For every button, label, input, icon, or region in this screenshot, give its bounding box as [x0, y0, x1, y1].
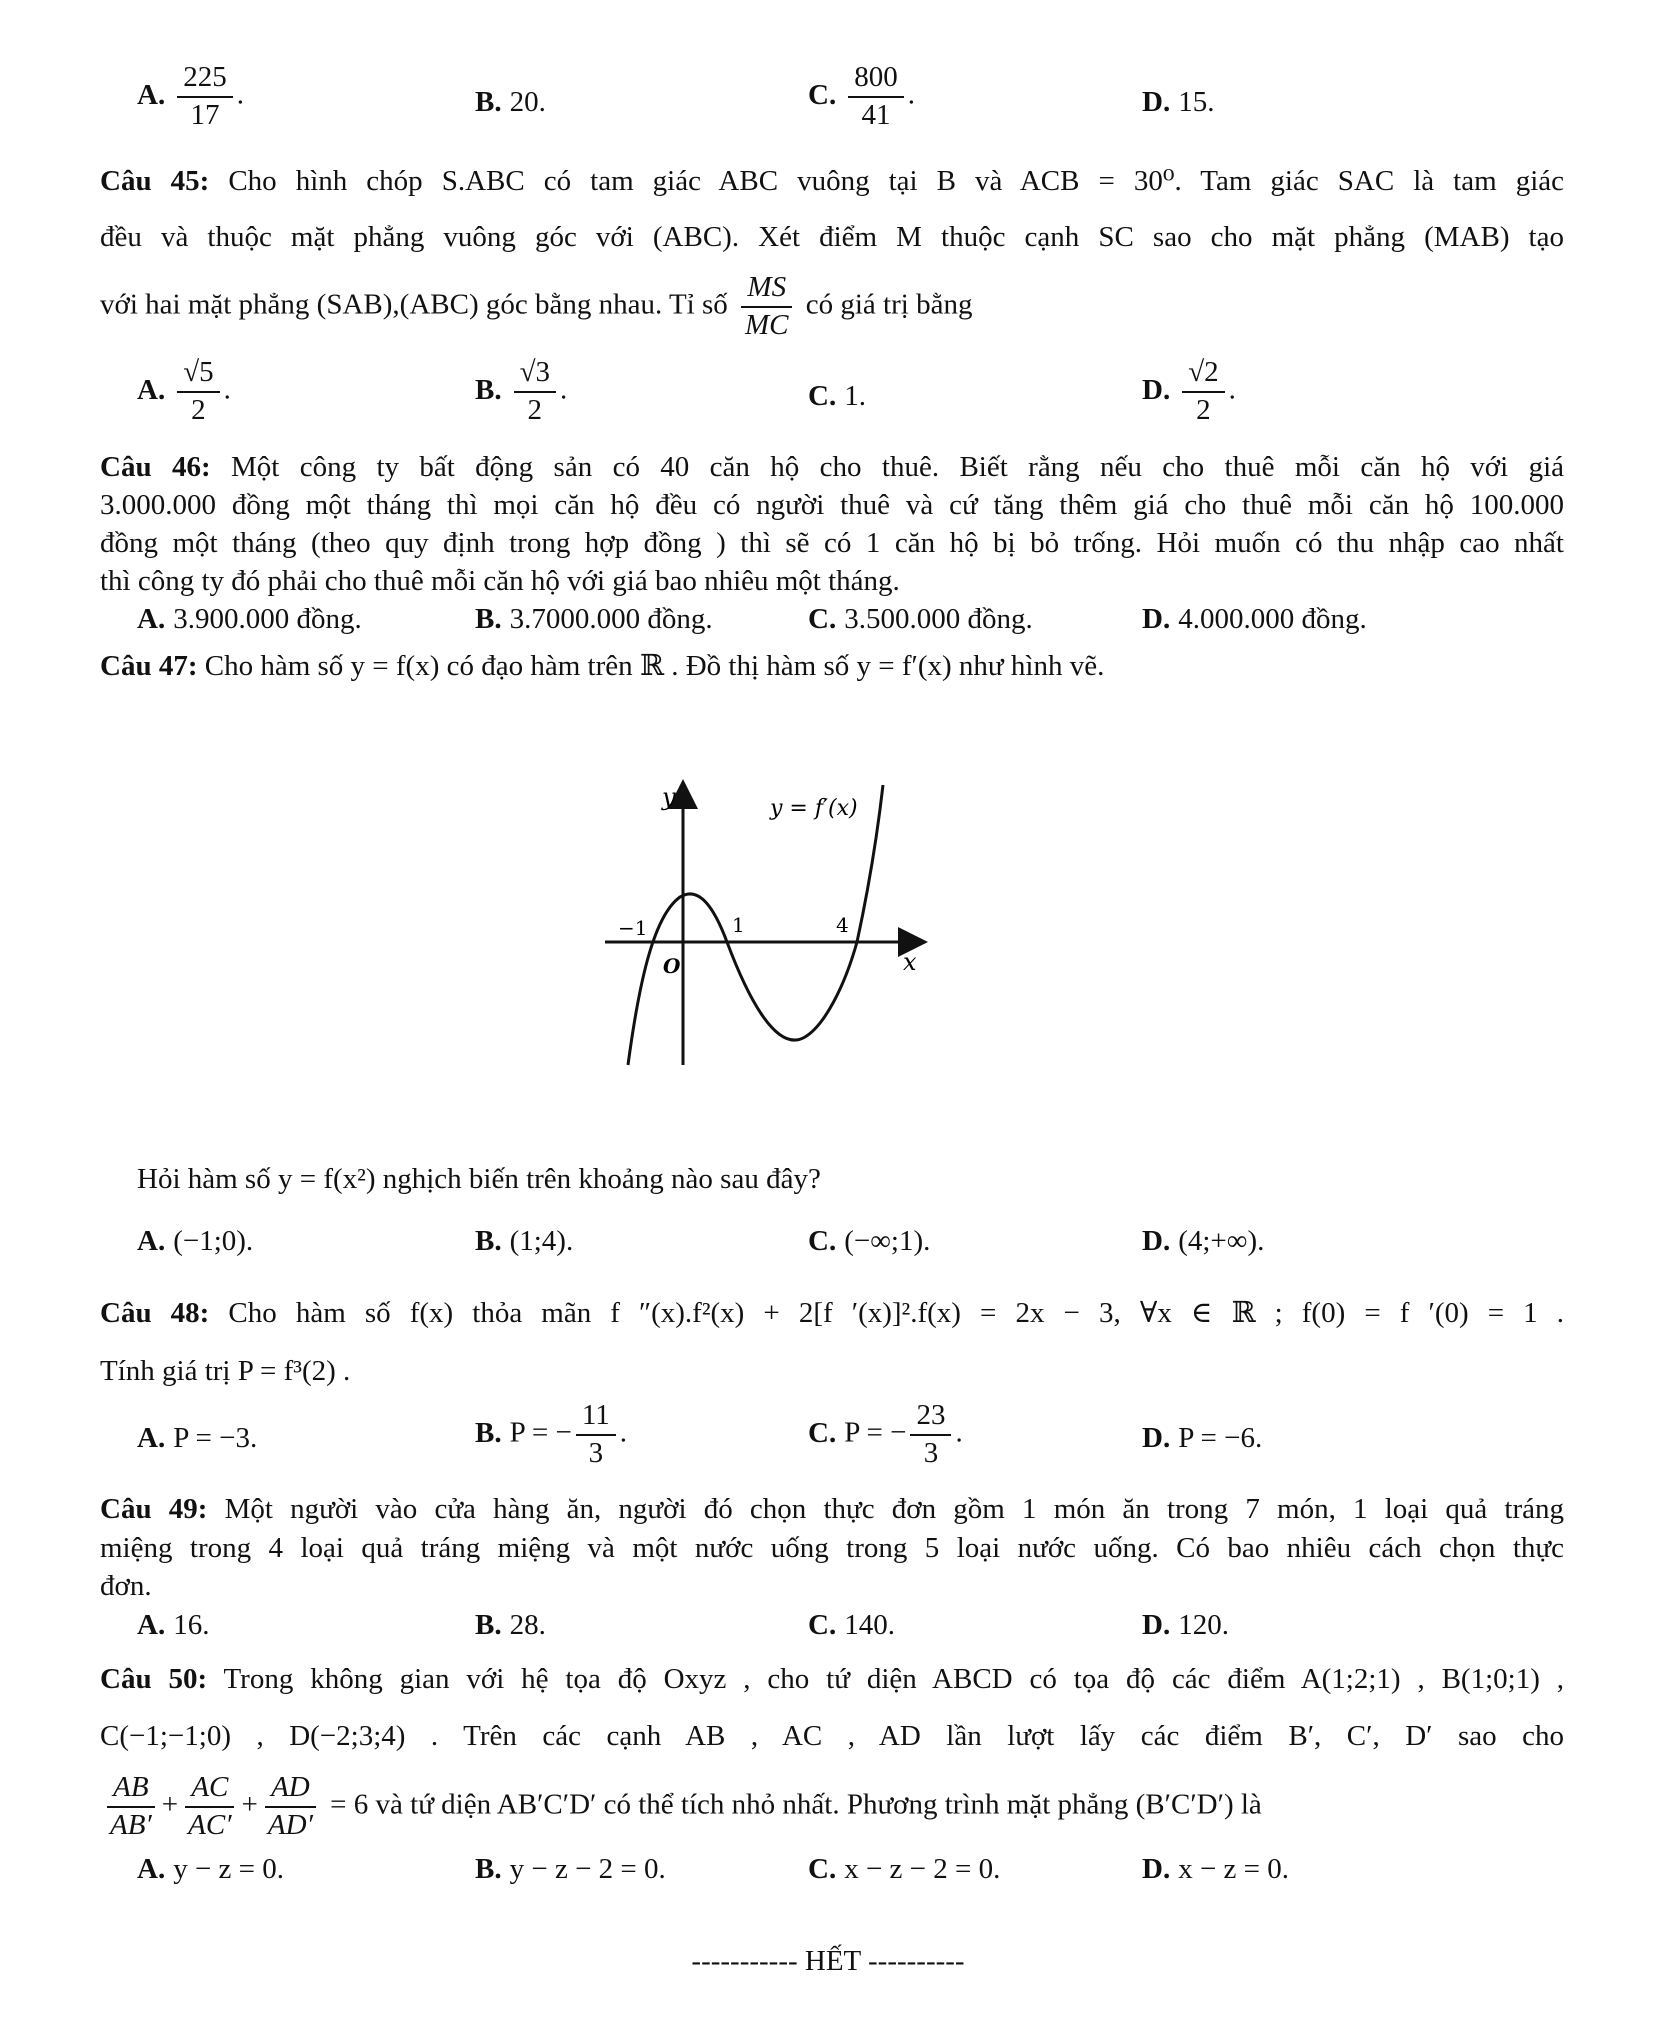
q49-option-d: D. 120.: [1142, 1609, 1229, 1641]
q46-option-d: D. 4.000.000 đồng.: [1142, 603, 1367, 635]
q46-line-1: Câu 46: Một công ty bất động sản có 40 căn hộ cho thuê. Biết rằng nếu cho thuê mỗi căn hộ với giá: [100, 451, 1565, 483]
q46-line-4: thì công ty đó phải cho thuê mỗi căn hộ với giá bao nhiêu một tháng.: [100, 565, 900, 597]
derivative-graph: [600, 775, 930, 1075]
q48-option-b: B. P = − $\frac{11}{3}$ .: [475, 1399, 628, 1469]
q48-option-c: C. P = − $\frac{23}{3}$ .: [808, 1399, 963, 1469]
q47-option-b: B. (1;4).: [475, 1225, 574, 1257]
tick-1: 1: [732, 913, 745, 937]
q46-option-b: B. 3.7000.000 đồng.: [475, 603, 713, 635]
q46-line-2: 3.000.000 đồng một tháng thì mọi căn hộ đều có người thuê và cứ tăng thêm giá cho thuê mỗi căn hộ 100.000: [100, 489, 1564, 521]
q44-option-d: D. 15.: [1142, 86, 1215, 118]
y-axis-label: y: [662, 783, 676, 811]
fraction: $\frac{23}{3}$: [910, 1400, 951, 1470]
q46-option-c: C. 3.500.000 đồng.: [808, 603, 1033, 635]
q47-option-a: A. (−1;0).: [137, 1225, 254, 1257]
q50-option-a: A. y − z = 0.: [137, 1853, 285, 1885]
fraction: $\frac{√5}{2}$: [177, 357, 219, 427]
q45-option-d: D. $\frac{√2}{2}$ .: [1142, 356, 1236, 426]
q45-line-2: đều và thuộc mặt phẳng vuông góc với (ABC). Xét điểm M thuộc cạnh SC sao cho mặt phẳng (MAB) tạo: [100, 221, 1564, 253]
q47-line-2: Hỏi hàm số y = f(x²) nghịch biến trên khoảng nào sau đây?: [137, 1163, 821, 1195]
q44-option-a: A. $\frac{225}{17}$ .: [137, 61, 244, 131]
q47-option-d: D. (4;+∞).: [1142, 1225, 1265, 1257]
q48-option-d: D. P = −6.: [1142, 1422, 1263, 1454]
q45-option-b: B. $\frac{√3}{2}$ .: [475, 356, 568, 426]
q48-option-a: A. P = −3.: [137, 1422, 258, 1454]
q45-option-a: A. $\frac{√5}{2}$ .: [137, 356, 231, 426]
fraction: $\frac{MS}{MC}$: [739, 272, 795, 342]
origin-label: O: [663, 954, 681, 978]
q49-option-c: C. 140.: [808, 1609, 895, 1641]
q49-option-a: A. 16.: [137, 1609, 210, 1641]
q50-option-c: C. x − z − 2 = 0.: [808, 1853, 1001, 1885]
x-axis-label: x: [903, 948, 917, 976]
q45-line-1: Câu 45: Cho hình chóp S.ABC có tam giác ABC vuông tại B và ACB = 30⁰. Tam giác SAC là tam giác: [100, 165, 1564, 197]
fraction: $\frac{AB}{AB'}$: [104, 1772, 158, 1842]
q47-option-c: C. (−∞;1).: [808, 1225, 931, 1257]
q45-option-c: C. 1.: [808, 380, 866, 412]
q50-option-b: B. y − z − 2 = 0.: [475, 1853, 666, 1885]
q50-line-1: Câu 50: Trong không gian với hệ tọa độ Oxyz , cho tứ diện ABCD có tọa độ các điểm A(1;2;1) , B(1;0;1) ,: [100, 1663, 1564, 1695]
curve-label: y = f′(x): [770, 796, 858, 821]
q49-line-1: Câu 49: Một người vào cửa hàng ăn, người đó chọn thực đơn gồm 1 món ăn trong 7 món, 1 loại quả tráng: [100, 1493, 1564, 1525]
q46-line-3: đồng một tháng (theo quy định trong hợp đồng ) thì sẽ có 1 căn hộ bị bỏ trống. Hỏi muốn có thu nhập cao nhất: [100, 527, 1564, 559]
end-marker: ----------- HẾT ----------: [691, 1945, 965, 1977]
fraction: $\frac{225}{17}$: [177, 62, 233, 132]
fraction: $\frac{√3}{2}$: [514, 357, 556, 427]
q45-line-3: với hai mặt phẳng (SAB),(ABC) góc bằng nhau. Tỉ số $\frac{MS}{MC}$ có giá trị bằng: [100, 271, 973, 341]
tick-4: 4: [836, 913, 849, 937]
q50-line-3: $\frac{AB}{AB'}$ + $\frac{AC}{AC'}$ + $\frac{AD}{AD'}$ = 6 và tứ diện AB′C′D′ có thể tích nhỏ nhất. Phương trình mặt phẳng (B′C′D′) là: [100, 1772, 1262, 1842]
q48-line-2: Tính giá trị P = f³(2) .: [100, 1355, 351, 1387]
q46-option-a: A. 3.900.000 đồng.: [137, 603, 362, 635]
q47-line-1: Câu 47: Cho hàm số y = f(x) có đạo hàm trên ℝ . Đồ thị hàm số y = f′(x) như hình vẽ.: [100, 650, 1105, 682]
tick-minus-1: −1: [618, 916, 648, 940]
fraction: $\frac{√2}{2}$: [1182, 357, 1224, 427]
fraction: $\frac{AD}{AD'}$: [262, 1772, 319, 1842]
q50-option-d: D. x − z = 0.: [1142, 1853, 1290, 1885]
fraction: $\frac{11}{3}$: [576, 1400, 616, 1470]
fraction: $\frac{800}{41}$: [848, 62, 904, 132]
q49-line-3: đơn.: [100, 1570, 152, 1602]
q49-line-2: miệng trong 4 loại quả tráng miệng và một nước uống trong 5 loại nước uống. Có bao nhiêu cách chọn thực: [100, 1532, 1564, 1564]
q44-option-c: C. $\frac{800}{41}$ .: [808, 61, 915, 131]
q50-line-2: C(−1;−1;0) , D(−2;3;4) . Trên các cạnh AB , AC , AD lần lượt lấy các điểm B′, C′, D′ sao cho: [100, 1720, 1564, 1752]
q49-option-b: B. 28.: [475, 1609, 546, 1641]
q44-option-b: B. 20.: [475, 86, 546, 118]
fraction: $\frac{AC}{AC'}$: [182, 1772, 237, 1842]
q48-line-1: Câu 48: Cho hàm số f(x) thỏa mãn f ″(x).f²(x) + 2[f ′(x)]².f(x) = 2x − 3, ∀x ∈ ℝ ; f(0) = f ′(0) = 1 .: [100, 1297, 1565, 1329]
